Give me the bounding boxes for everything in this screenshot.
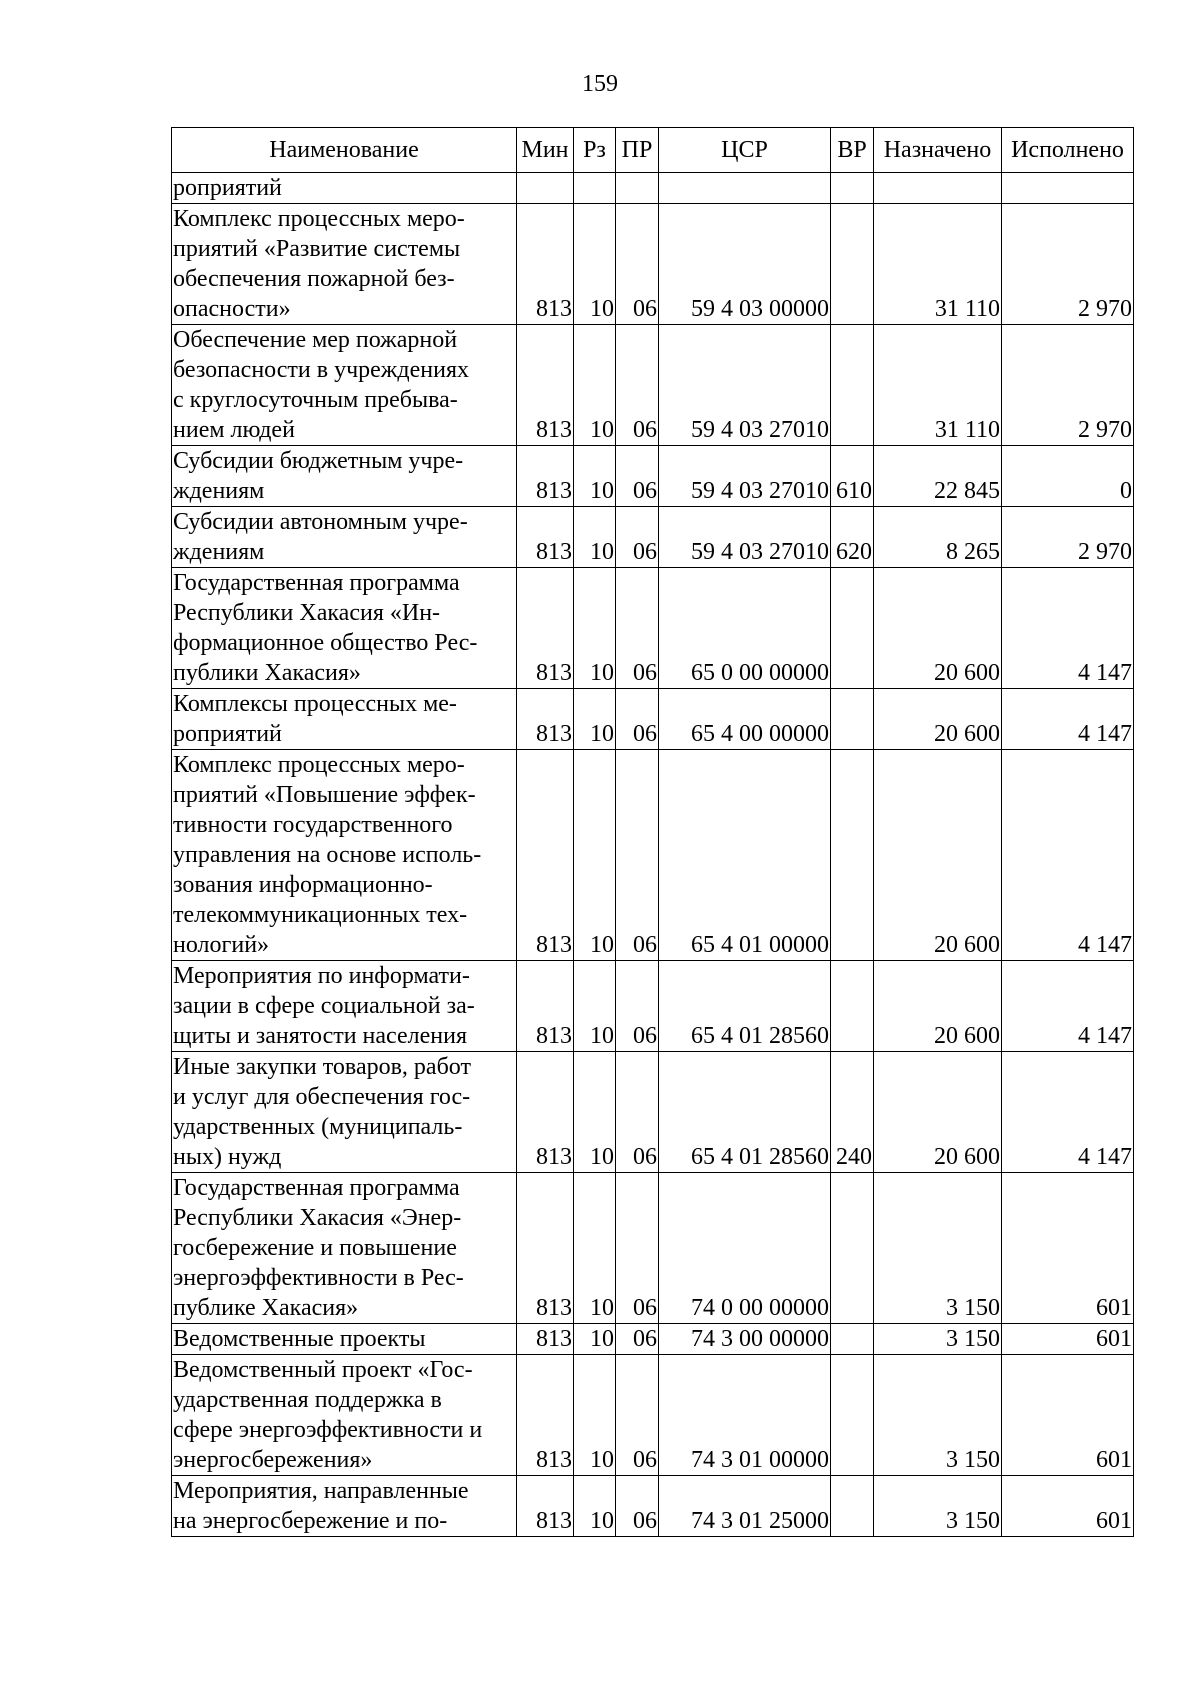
cell-min: 813 bbox=[517, 507, 574, 568]
cell-vr bbox=[831, 1355, 874, 1476]
cell-rz: 10 bbox=[574, 325, 616, 446]
cell-vr bbox=[831, 1476, 874, 1537]
cell-naznacheno: 3 150 bbox=[874, 1355, 1002, 1476]
cell-rz: 10 bbox=[574, 1052, 616, 1173]
cell-csr: 59 4 03 00000 bbox=[659, 204, 831, 325]
cell-naznacheno bbox=[874, 173, 1002, 204]
cell-csr: 74 0 00 00000 bbox=[659, 1173, 831, 1324]
cell-name: Комплекс процессных меро- приятий «Повышение эффек- тивности государственного управления на основе исполь- зования информационно- телекоммуникационных тех- нологий» bbox=[172, 750, 517, 961]
cell-pr: 06 bbox=[616, 1173, 659, 1324]
cell-min: 813 bbox=[517, 568, 574, 689]
cell-rz: 10 bbox=[574, 1476, 616, 1537]
cell-name: Мероприятия, направленные на энергосбережение и по- bbox=[172, 1476, 517, 1537]
cell-rz: 10 bbox=[574, 1324, 616, 1355]
cell-pr: 06 bbox=[616, 1355, 659, 1476]
cell-csr: 65 4 01 28560 bbox=[659, 961, 831, 1052]
cell-naznacheno: 31 110 bbox=[874, 325, 1002, 446]
table-row bbox=[172, 1355, 1134, 1476]
table-row bbox=[172, 325, 1134, 446]
cell-ispolneno: 4 147 bbox=[1002, 689, 1134, 750]
table-row bbox=[172, 1324, 1134, 1355]
budget-table bbox=[171, 127, 1134, 1537]
cell-ispolneno: 4 147 bbox=[1002, 961, 1134, 1052]
cell-csr: 65 0 00 00000 bbox=[659, 568, 831, 689]
cell-name: Обеспечение мер пожарной безопасности в учреждениях с круглосуточным пребыва- нием людей bbox=[172, 325, 517, 446]
cell-csr: 59 4 03 27010 bbox=[659, 507, 831, 568]
cell-csr: 74 3 00 00000 bbox=[659, 1324, 831, 1355]
cell-rz: 10 bbox=[574, 446, 616, 507]
table-row bbox=[172, 750, 1134, 961]
cell-naznacheno: 3 150 bbox=[874, 1476, 1002, 1537]
cell-min: 813 bbox=[517, 204, 574, 325]
cell-rz: 10 bbox=[574, 1355, 616, 1476]
cell-pr: 06 bbox=[616, 325, 659, 446]
cell-vr bbox=[831, 568, 874, 689]
cell-naznacheno: 8 265 bbox=[874, 507, 1002, 568]
cell-ispolneno: 0 bbox=[1002, 446, 1134, 507]
table-row bbox=[172, 1173, 1134, 1324]
cell-naznacheno: 20 600 bbox=[874, 750, 1002, 961]
cell-min: 813 bbox=[517, 689, 574, 750]
cell-name: Государственная программа Республики Хакасия «Энер- госбережение и повышение энергоэффективности в Рес- публике Хакасия» bbox=[172, 1173, 517, 1324]
cell-name: Ведомственный проект «Гос- ударственная поддержка в сфере энергоэффективности и энергосбережения» bbox=[172, 1355, 517, 1476]
cell-pr: 06 bbox=[616, 750, 659, 961]
cell-naznacheno: 22 845 bbox=[874, 446, 1002, 507]
header-min: Мин bbox=[517, 128, 574, 173]
cell-rz bbox=[574, 173, 616, 204]
cell-rz: 10 bbox=[574, 689, 616, 750]
cell-min: 813 bbox=[517, 1173, 574, 1324]
cell-ispolneno: 4 147 bbox=[1002, 1052, 1134, 1173]
cell-vr bbox=[831, 750, 874, 961]
cell-naznacheno: 20 600 bbox=[874, 689, 1002, 750]
cell-vr bbox=[831, 689, 874, 750]
table-row bbox=[172, 1052, 1134, 1173]
cell-ispolneno: 4 147 bbox=[1002, 750, 1134, 961]
cell-pr: 06 bbox=[616, 1052, 659, 1173]
cell-min: 813 bbox=[517, 1324, 574, 1355]
header-ispolneno: Исполнено bbox=[1002, 128, 1134, 173]
header-naznacheno: Назначено bbox=[874, 128, 1002, 173]
cell-rz: 10 bbox=[574, 961, 616, 1052]
table-row bbox=[172, 1476, 1134, 1537]
cell-csr: 59 4 03 27010 bbox=[659, 446, 831, 507]
cell-min: 813 bbox=[517, 446, 574, 507]
cell-ispolneno: 4 147 bbox=[1002, 568, 1134, 689]
cell-pr: 06 bbox=[616, 1476, 659, 1537]
cell-naznacheno: 3 150 bbox=[874, 1324, 1002, 1355]
cell-naznacheno: 20 600 bbox=[874, 1052, 1002, 1173]
cell-naznacheno: 20 600 bbox=[874, 568, 1002, 689]
cell-pr: 06 bbox=[616, 204, 659, 325]
cell-csr: 65 4 01 00000 bbox=[659, 750, 831, 961]
table-row bbox=[172, 961, 1134, 1052]
cell-csr bbox=[659, 173, 831, 204]
cell-min: 813 bbox=[517, 1355, 574, 1476]
cell-min: 813 bbox=[517, 750, 574, 961]
header-rz: Рз bbox=[574, 128, 616, 173]
cell-ispolneno: 601 bbox=[1002, 1173, 1134, 1324]
cell-csr: 65 4 01 28560 bbox=[659, 1052, 831, 1173]
cell-rz: 10 bbox=[574, 204, 616, 325]
header-vr: ВР bbox=[831, 128, 874, 173]
cell-min: 813 bbox=[517, 325, 574, 446]
cell-naznacheno: 3 150 bbox=[874, 1173, 1002, 1324]
table-row bbox=[172, 689, 1134, 750]
header-pr: ПР bbox=[616, 128, 659, 173]
cell-name: роприятий bbox=[172, 173, 517, 204]
cell-name: Мероприятия по информати- зации в сфере социальной за- щиты и занятости населения bbox=[172, 961, 517, 1052]
cell-min bbox=[517, 173, 574, 204]
cell-csr: 74 3 01 00000 bbox=[659, 1355, 831, 1476]
table-row bbox=[172, 507, 1134, 568]
table-row bbox=[172, 568, 1134, 689]
cell-vr bbox=[831, 325, 874, 446]
cell-ispolneno: 2 970 bbox=[1002, 325, 1134, 446]
cell-naznacheno: 31 110 bbox=[874, 204, 1002, 325]
cell-ispolneno: 601 bbox=[1002, 1476, 1134, 1537]
page-number: 159 bbox=[582, 71, 618, 97]
cell-min: 813 bbox=[517, 1476, 574, 1537]
cell-vr: 610 bbox=[831, 446, 874, 507]
cell-name: Комплексы процессных ме- роприятий bbox=[172, 689, 517, 750]
cell-pr: 06 bbox=[616, 1324, 659, 1355]
cell-ispolneno: 2 970 bbox=[1002, 204, 1134, 325]
cell-naznacheno: 20 600 bbox=[874, 961, 1002, 1052]
cell-rz: 10 bbox=[574, 568, 616, 689]
cell-ispolneno: 2 970 bbox=[1002, 507, 1134, 568]
cell-name: Иные закупки товаров, работ и услуг для обеспечения гос- ударственных (муниципаль- ных) нужд bbox=[172, 1052, 517, 1173]
cell-rz: 10 bbox=[574, 507, 616, 568]
cell-ispolneno bbox=[1002, 173, 1134, 204]
cell-vr bbox=[831, 961, 874, 1052]
cell-pr: 06 bbox=[616, 507, 659, 568]
cell-ispolneno: 601 bbox=[1002, 1324, 1134, 1355]
cell-vr bbox=[831, 204, 874, 325]
cell-vr bbox=[831, 1324, 874, 1355]
cell-vr bbox=[831, 173, 874, 204]
table-row bbox=[172, 173, 1134, 204]
header-csr: ЦСР bbox=[659, 128, 831, 173]
cell-min: 813 bbox=[517, 1052, 574, 1173]
cell-rz: 10 bbox=[574, 750, 616, 961]
cell-name: Субсидии бюджетным учре- ждениям bbox=[172, 446, 517, 507]
table-row bbox=[172, 204, 1134, 325]
cell-vr bbox=[831, 1173, 874, 1324]
cell-name: Государственная программа Республики Хакасия «Ин- формационное общество Рес- публики Хакасия» bbox=[172, 568, 517, 689]
cell-min: 813 bbox=[517, 961, 574, 1052]
cell-csr: 65 4 00 00000 bbox=[659, 689, 831, 750]
table-row bbox=[172, 446, 1134, 507]
cell-name: Комплекс процессных меро- приятий «Развитие системы обеспечения пожарной без- опасности» bbox=[172, 204, 517, 325]
cell-pr: 06 bbox=[616, 446, 659, 507]
cell-name: Ведомственные проекты bbox=[172, 1324, 517, 1355]
cell-name: Субсидии автономным учре- ждениям bbox=[172, 507, 517, 568]
cell-pr: 06 bbox=[616, 961, 659, 1052]
cell-ispolneno: 601 bbox=[1002, 1355, 1134, 1476]
cell-pr bbox=[616, 173, 659, 204]
cell-vr: 620 bbox=[831, 507, 874, 568]
cell-csr: 74 3 01 25000 bbox=[659, 1476, 831, 1537]
cell-rz: 10 bbox=[574, 1173, 616, 1324]
cell-csr: 59 4 03 27010 bbox=[659, 325, 831, 446]
header-name: Наименование bbox=[172, 128, 517, 173]
cell-vr: 240 bbox=[831, 1052, 874, 1173]
cell-pr: 06 bbox=[616, 689, 659, 750]
cell-pr: 06 bbox=[616, 568, 659, 689]
table-header-row bbox=[172, 128, 1134, 173]
